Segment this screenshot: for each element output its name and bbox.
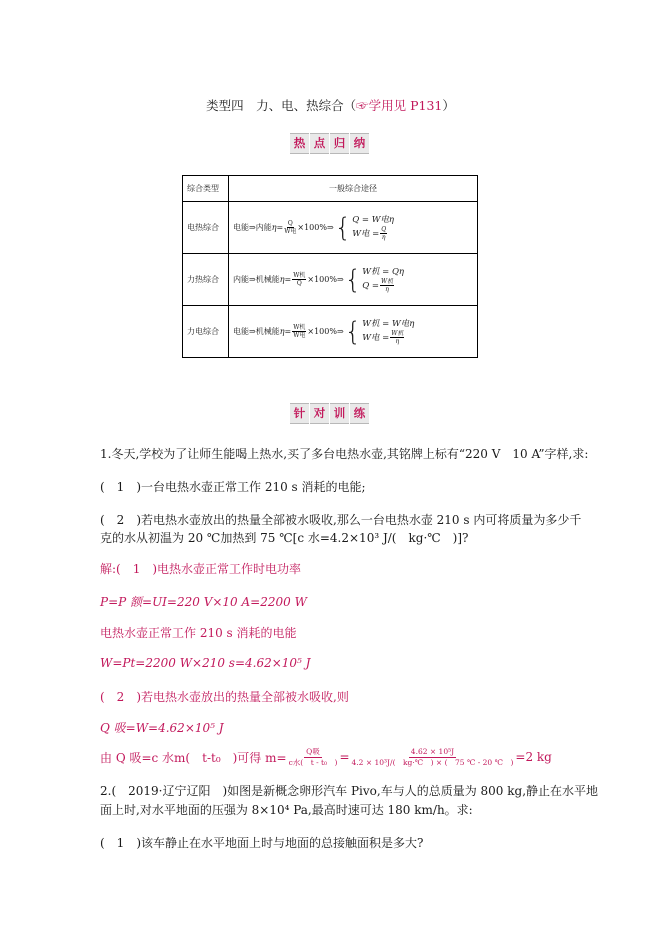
header-cell-type: 综合类型 xyxy=(183,176,229,202)
table-row xyxy=(183,306,478,358)
left-brace: { xyxy=(344,264,362,295)
equation-1: W机 = Qη xyxy=(362,267,405,277)
title-text: 类型四 力、电、热综合（ xyxy=(206,98,357,113)
answer-line: ( 2 )若电热水壶放出的热量全部被水吸收,则 xyxy=(100,690,349,704)
equation-2-lhs: Q = xyxy=(362,281,379,291)
practice-heading-band xyxy=(290,403,369,422)
band-char: 针 xyxy=(290,403,309,424)
fraction-numerator: W机 xyxy=(391,330,404,337)
row-type: 电热综合 xyxy=(183,202,229,254)
title-close: ） xyxy=(442,98,455,113)
fraction-numerator: W机 xyxy=(293,324,306,331)
formula-tail: ×100%⇒ xyxy=(297,223,334,232)
fraction-denominator: η xyxy=(395,338,400,345)
answer-line: 解:( 1 )电热水壶正常工作时电功率 xyxy=(100,562,302,576)
equation-1: W机 = W电η xyxy=(362,319,415,329)
formula-eta: η= xyxy=(271,223,284,232)
question-1-part-1: ( 1 )一台电热水壶正常工作 210 s 消耗的电能; xyxy=(100,480,366,494)
fraction-denominator: 4.2 × 10³J/( kg·℃ ) × ( 75 ℃ - 20 ℃ ) xyxy=(351,757,514,767)
band-char: 归 xyxy=(330,133,349,154)
formula-left: 电能⇒内能 xyxy=(233,223,272,232)
formula-fraction xyxy=(292,324,306,339)
derivation-result: =2 kg xyxy=(515,750,552,764)
fraction-numerator: Q xyxy=(381,226,387,233)
answer-line: W=Pt=2200 W×210 s=4.62×10⁵ J xyxy=(100,656,311,670)
band-char: 对 xyxy=(310,403,329,424)
band-char: 点 xyxy=(310,133,329,154)
fraction-denominator: Q xyxy=(296,280,302,287)
equation-2 xyxy=(352,226,394,241)
formula-left: 电能⇒机械能 xyxy=(233,327,280,336)
fraction-numerator: W机 xyxy=(381,278,394,285)
row-type: 力电综合 xyxy=(183,306,229,358)
equation-2 xyxy=(362,330,414,345)
table-header-row xyxy=(183,176,478,202)
page-reference-link[interactable]: ☞学用见 P131 xyxy=(356,98,443,113)
equation-2-fraction xyxy=(380,278,394,293)
band-char: 热 xyxy=(290,133,309,154)
answer-line: 电热水壶正常工作 210 s 消耗的电能 xyxy=(100,626,297,640)
table-row xyxy=(183,254,478,306)
fraction-numerator: 4.62 × 10⁵J xyxy=(410,746,455,756)
header-cell-route: 一般综合途径 xyxy=(229,176,478,202)
answer-line: P=P 额=UI=220 V×10 A=2200 W xyxy=(100,595,307,609)
answer-line: Q 吸=W=4.62×10⁵ J xyxy=(100,721,224,735)
equation-2 xyxy=(362,278,404,293)
table-row xyxy=(183,202,478,254)
derivation-fraction-numeric xyxy=(352,747,514,768)
equation-1: Q = W电η xyxy=(352,215,395,225)
fraction-denominator: W电 xyxy=(293,332,306,339)
question-2-part-1: ( 1 )该车静止在水平地面上时与地面的总接触面积是多大? xyxy=(100,836,424,850)
fraction-numerator: Q xyxy=(287,220,293,227)
section-title xyxy=(0,96,661,114)
equation-system xyxy=(362,318,414,345)
question-1-stem: 1.冬天,学校为了让师生能喝上热水,买了多台电热水壶,其铭牌上标有“220 V 10 A”字样,求: xyxy=(100,447,589,461)
formula-tail: ×100%⇒ xyxy=(307,327,344,336)
row-formula xyxy=(229,254,478,306)
formula-eta: η= xyxy=(279,327,292,336)
summary-heading-band xyxy=(290,133,369,152)
formula-fraction xyxy=(284,220,296,235)
question-1-part-2-line-2: 克的水从初温为 20 ℃加热到 75 ℃[c 水=4.2×10³ J/( kg·℃ )]? xyxy=(100,531,469,545)
summary-table xyxy=(182,175,478,358)
answer-line-derivation xyxy=(100,744,552,770)
fraction-denominator: η xyxy=(381,234,386,241)
row-formula xyxy=(229,202,478,254)
fraction-numerator: Q吸 xyxy=(306,746,320,756)
equation-2-lhs: W电 = xyxy=(362,333,390,343)
question-2-stem-line-2: 面上时,对水平地面的压强为 8×10⁴ Pa,最高时速可达 180 km/h。求: xyxy=(100,803,473,817)
row-type: 力热综合 xyxy=(183,254,229,306)
fraction-denominator: W电 xyxy=(284,228,297,235)
band-char: 练 xyxy=(350,403,369,424)
equation-system xyxy=(352,214,394,241)
formula-left: 内能⇒机械能 xyxy=(233,275,280,284)
fraction-numerator: W机 xyxy=(293,272,306,279)
question-1-part-2-line-1: ( 2 )若电热水壶放出的热量全部被水吸收,那么一台电热水壶 210 s 内可将质量为多少千 xyxy=(100,513,582,527)
derivation-text: 由 Q 吸=c 水m( t-t₀ )可得 m= xyxy=(100,750,287,765)
equation-2-fraction xyxy=(380,226,387,241)
left-brace: { xyxy=(344,316,362,347)
question-2-stem-line-1: 2.( 2019·辽宁辽阳 )如图是新概念卵形汽车 Pivo,车与人的总质量为 800 kg,静止在水平地 xyxy=(100,784,599,798)
row-formula xyxy=(229,306,478,358)
derivation-equals: = xyxy=(339,750,350,764)
equation-2-fraction xyxy=(390,330,404,345)
formula-tail: ×100%⇒ xyxy=(307,275,344,284)
band-char: 训 xyxy=(330,403,349,424)
derivation-fraction-symbolic xyxy=(289,747,338,768)
fraction-denominator: c水( t - t₀ ) xyxy=(288,757,338,767)
band-char: 纳 xyxy=(350,133,369,154)
formula-fraction xyxy=(292,272,306,287)
formula-eta: η= xyxy=(279,275,292,284)
left-brace: { xyxy=(334,212,352,243)
equation-2-lhs: W电 = xyxy=(352,229,380,239)
fraction-denominator: η xyxy=(385,286,389,293)
equation-system xyxy=(362,266,404,293)
